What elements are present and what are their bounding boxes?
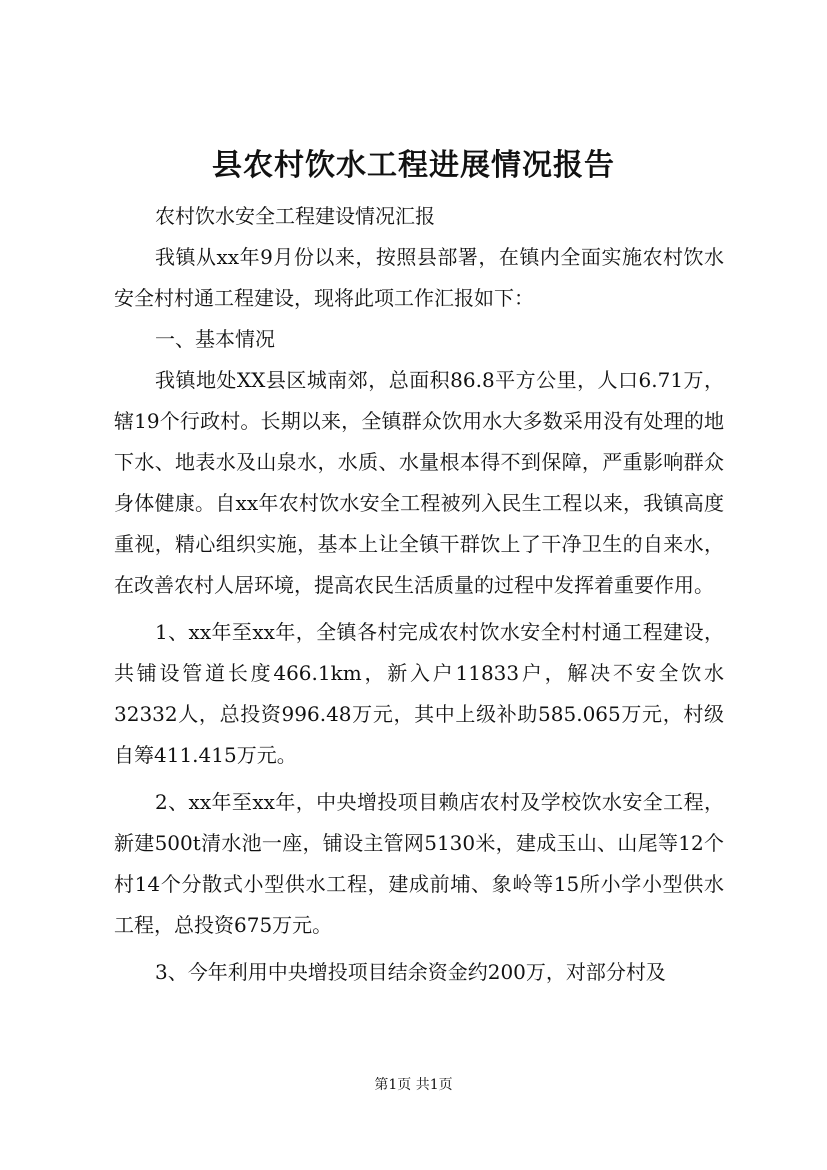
paragraph-overview: 我镇地处XX县区城南郊，总面积86.8平方公里，人口6.71万，辖19个行政村。长期以来，全镇群众饮用水大多数采用没有处理的地下水、地表水及山泉水，水质、水量根本得不到保障，严重影响群众身体健康。自xx年农村饮水安全工程被列入民生工程以来，我镇高度重视，精心组织实施，基本上让全镇干群饮上了干净卫生的自来水，在改善农村人居环境，提高农民生活质量的过程中发挥着重要作用。	[114, 368, 724, 597]
paragraph-item-3: 3、今年利用中央增投项目结余资金约200万，对部分村及	[155, 960, 666, 984]
page-number-footer: 第1页 共1页	[374, 1077, 453, 1093]
section-heading-basic: 一、基本情况	[155, 327, 275, 351]
document-body	[114, 196, 724, 993]
paragraph-intro: 我镇从xx年9月份以来，按照县部署，在镇内全面实施农村饮水安全村村通工程建设，现将此项工作汇报如下：	[114, 245, 724, 310]
document-title: 县农村饮水工程进展情况报告	[212, 148, 615, 183]
paragraph-subtitle: 农村饮水安全工程建设情况汇报	[155, 204, 435, 228]
paragraph-item-1: 1、xx年至xx年，全镇各村完成农村饮水安全村村通工程建设，共铺设管道长度466.1km，新入户11833户，解决不安全饮水32332人，总投资996.48万元，其中上级补助585.065万元，村级自筹411.415万元。	[114, 620, 724, 767]
paragraph-item-2: 2、xx年至xx年，中央增投项目赖店农村及学校饮水安全工程，新建500t清水池一座，铺设主管网5130米，建成玉山、山尾等12个村14个分散式小型供水工程，建成前埔、象岭等15所小学小型供水工程，总投资675万元。	[114, 790, 724, 937]
